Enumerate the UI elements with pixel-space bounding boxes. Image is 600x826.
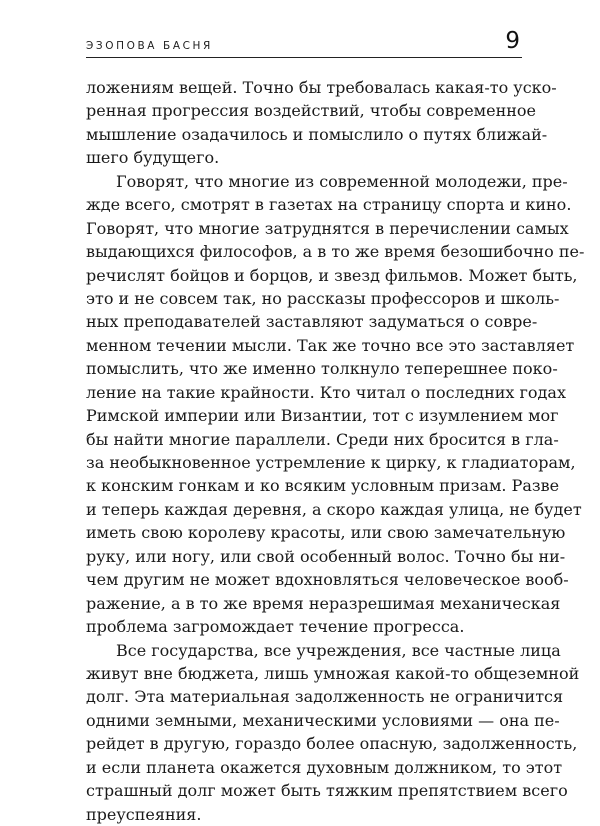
text-line: Говорят, что многие из современной молодежи, пре- [86, 170, 522, 193]
text-line: Все государства, все учреждения, все частные лица [86, 639, 522, 662]
text-line: рейдет в другую, гораздо более опасную, задолженность, [86, 732, 522, 755]
text-line: менном течении мысли. Так же точно все это заставляет [86, 334, 522, 357]
text-line: помыслить, что же именно толкнуло теперешнее поко- [86, 357, 522, 380]
text-line: чем другим не может вдохновляться человеческое вооб- [86, 568, 522, 591]
text-line: руку, или ногу, или свой особенный волос. Точно бы ни- [86, 545, 522, 568]
text-line: выдающихся философов, а в то же время безошибочно пе- [86, 240, 522, 263]
text-line: ренная прогрессия воздействий, чтобы современное [86, 99, 522, 122]
text-line: к конским гонкам и ко всяким условным призам. Разве [86, 474, 522, 497]
text-line: речислят бойцов и борцов, и звезд фильмов. Может быть, [86, 264, 522, 287]
text-line: шего будущего. [86, 146, 522, 169]
text-line: живут вне бюджета, лишь умножая какой-то общеземной [86, 662, 522, 685]
text-line: и теперь каждая деревня, а скоро каждая улица, не будет [86, 498, 522, 521]
text-line: жде всего, смотрят в газетах на страницу спорта и кино. [86, 193, 522, 216]
text-line: Римской империи или Византии, тот с изумлением мог [86, 404, 522, 427]
text-line: долг. Эта материальная задолженность не ограничится [86, 685, 522, 708]
text-line: это и не совсем так, но рассказы профессоров и школь- [86, 287, 522, 310]
header-rule [86, 57, 522, 58]
running-header [86, 30, 522, 58]
paragraph [86, 639, 522, 826]
text-line: одними земными, механическими условиями — она пе- [86, 709, 522, 732]
text-line: ложениям вещей. Точно бы требовалась какая-то уско- [86, 76, 522, 99]
text-line: бы найти многие параллели. Среди них бросится в гла- [86, 428, 522, 451]
text-line: страшный долг может быть тяжким препятствием всего [86, 779, 522, 802]
running-header-title: ЭЗОПОВА БАСНЯ [86, 40, 213, 52]
paragraph [86, 170, 522, 639]
paragraph [86, 76, 522, 170]
body-text [86, 76, 522, 826]
text-line: и если планета окажется духовным должником, то этот [86, 756, 522, 779]
text-line: Говорят, что многие затруднятся в перечислении самых [86, 217, 522, 240]
text-line: проблема загромождает течение прогресса. [86, 615, 522, 638]
text-line: иметь свою королеву красоты, или свою замечательную [86, 521, 522, 544]
page-number: 9 [505, 28, 520, 54]
text-line: ражение, а в то же время неразрешимая механическая [86, 592, 522, 615]
text-line: ление на такие крайности. Кто читал о последних годах [86, 381, 522, 404]
text-line: за необыкновенное устремление к цирку, к гладиаторам, [86, 451, 522, 474]
text-line: ных преподавателей заставляют задуматься о совре- [86, 310, 522, 333]
text-line: преуспеяния. [86, 803, 522, 826]
text-line: мышление озадачилось и помыслило о путях ближай- [86, 123, 522, 146]
